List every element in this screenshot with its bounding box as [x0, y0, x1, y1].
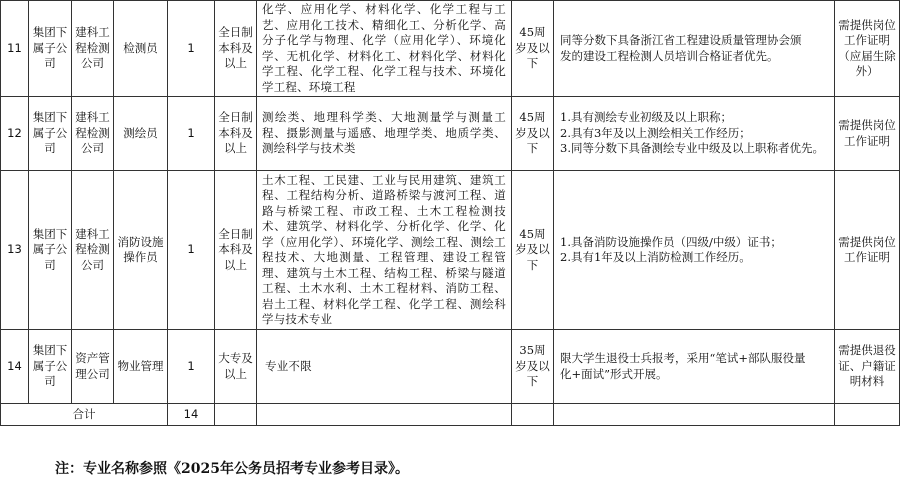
unit-cell: 集团下属子公司 [29, 171, 72, 330]
age-cell: 45周岁及以下 [512, 171, 554, 330]
requirement-line: 化+面试”形式开展。 [560, 366, 668, 381]
company-cell: 资产管理公司 [72, 330, 114, 404]
empty-cell [215, 404, 257, 426]
majors-cell: 化学、应用化学、材料化学、化学工程与工艺、应用化工技术、精细化工、分析化学、高分子化学与物理、化学（应用化学）、环境化学、无机化学、材料化工、材料化学、材料化学工程、化学工程、化学工程与技术、环境化学工程、环境工程 [257, 1, 512, 97]
majors-cell: 测绘类、地理科学类、大地测量学与测量工程、摄影测量与遥感、地理学类、地质学类、测绘科学与技术类 [257, 97, 512, 171]
seq-cell: 13 [1, 171, 29, 330]
education-cell: 全日制本科及以上 [215, 171, 257, 330]
table-row [1, 1, 900, 97]
requirement-line: 同等分数下具备浙江省工程建设质量管理协会颁 [560, 33, 802, 47]
remark-cell: 需提供岗位工作证明 [835, 97, 900, 171]
count-cell: 1 [168, 330, 215, 404]
unit-cell: 集团下属子公司 [29, 330, 72, 404]
position-cell: 消防设施操作员 [114, 171, 168, 330]
empty-cell [554, 404, 835, 426]
requirement-line: 2.具有1年及以上消防检测工作经历。 [560, 250, 751, 264]
table-row [1, 171, 900, 330]
company-cell: 建科工程检测公司 [72, 171, 114, 330]
requirements-cell [554, 1, 835, 97]
education-cell: 全日制本科及以上 [215, 1, 257, 97]
education-cell: 全日制本科及以上 [215, 97, 257, 171]
requirements-cell [554, 97, 835, 171]
requirement-line: 发的建设工程检测人员培训合格证者优先。 [560, 48, 779, 63]
company-cell: 建科工程检测公司 [72, 1, 114, 97]
requirement-line: 限大学生退役士兵报考，采用“笔试+部队服役量 [560, 351, 806, 365]
company-cell: 建科工程检测公司 [72, 97, 114, 171]
remark-cell: 需提供岗位工作证明（应届生除外） [835, 1, 900, 97]
requirement-line: 1.具有测绘专业初级及以上职称； [560, 110, 732, 125]
unit-cell: 集团下属子公司 [29, 1, 72, 97]
age-cell: 45周岁及以下 [512, 97, 554, 171]
table-row [1, 97, 900, 171]
requirements-cell [554, 330, 835, 404]
remark-cell: 需提供退役证、户籍证明材料 [835, 330, 900, 404]
requirement-line: 3.同等分数下具备测绘专业中级及以上职称者优先。 [560, 141, 824, 156]
position-cell: 测绘员 [114, 97, 168, 171]
requirement-line: 1.具备消防设施操作员（四级/中级）证书； [560, 234, 782, 249]
majors-cell: 专业不限 [257, 330, 512, 404]
age-cell: 45周岁及以下 [512, 1, 554, 97]
education-cell: 大专及以上 [215, 330, 257, 404]
total-row [1, 404, 900, 426]
empty-cell [512, 404, 554, 426]
footnote: 注：专业名称参照《2025年公务员招考专业参考目录》。 [55, 461, 409, 477]
empty-cell [257, 404, 512, 426]
count-cell: 1 [168, 1, 215, 97]
count-cell: 1 [168, 171, 215, 330]
age-cell: 35周岁及以下 [512, 330, 554, 404]
position-cell: 检测员 [114, 1, 168, 97]
unit-cell: 集团下属子公司 [29, 97, 72, 171]
remark-cell: 需提供岗位工作证明 [835, 171, 900, 330]
empty-cell [835, 404, 900, 426]
position-cell: 物业管理 [114, 330, 168, 404]
count-cell: 1 [168, 97, 215, 171]
total-count: 14 [168, 404, 215, 426]
requirements-cell [554, 171, 835, 330]
requirement-line: 2.具有3年及以上测绘相关工作经历； [560, 125, 751, 140]
total-label: 合计 [1, 404, 168, 426]
seq-cell: 12 [1, 97, 29, 171]
majors-cell: 土木工程、工民建、工业与民用建筑、建筑工程、工程结构分析、道路桥梁与渡河工程、道路与桥梁工程、市政工程、土木工程检测技术、建筑学、材料化学、分析化学、化学、化学（应用化学）、环境化学、测绘工程、测绘工程技术、大地测量、工程管理、建设工程管理、建筑与土木工程、结构工程、桥梁与隧道工程、土木水利、土木工程材料、消防工程、岩土工程、材料化学工程、化学工程、测绘科学与技术专业 [257, 171, 512, 330]
table-row [1, 330, 900, 404]
seq-cell: 11 [1, 1, 29, 97]
seq-cell: 14 [1, 330, 29, 404]
